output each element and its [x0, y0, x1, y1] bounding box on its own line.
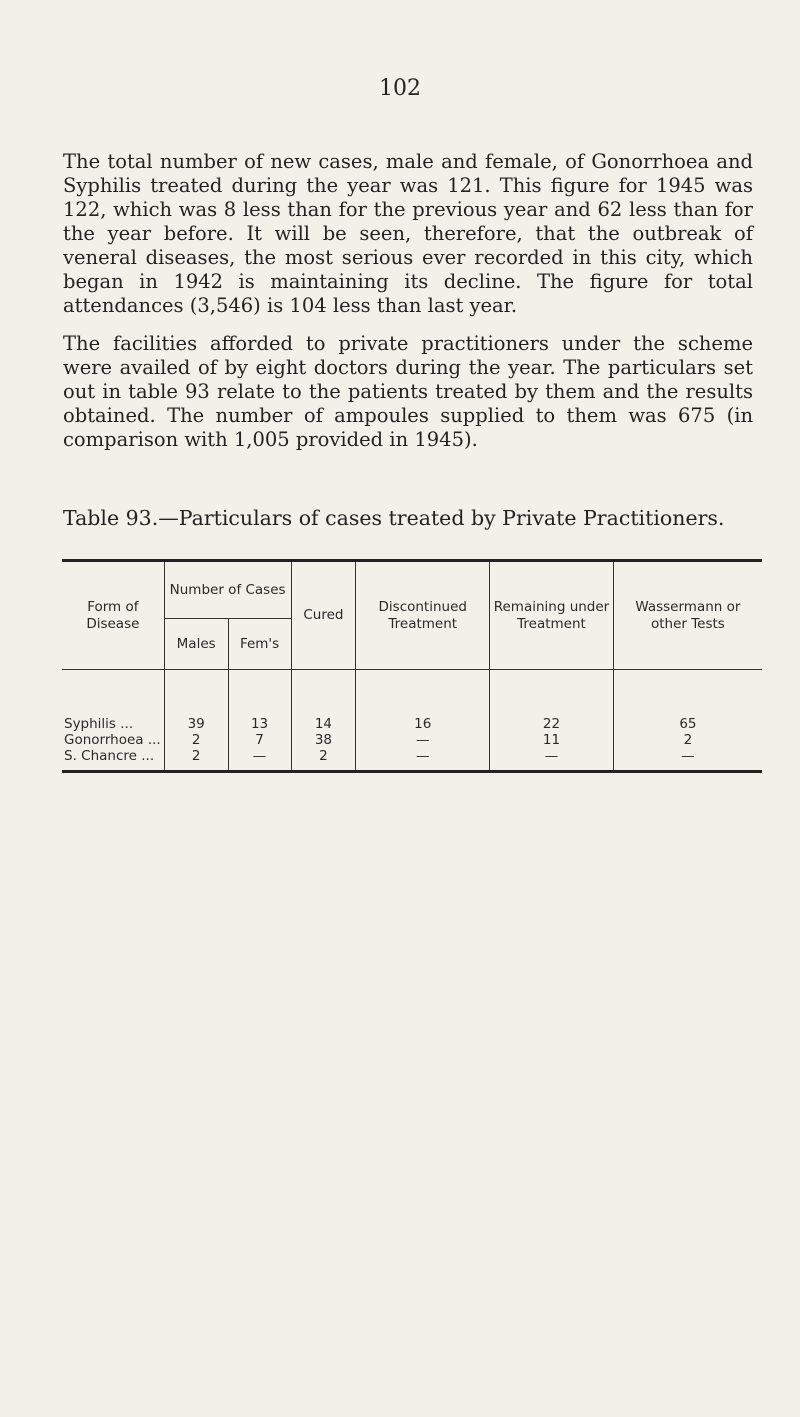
header-remaining-under-treatment: Remaining under Treatment — [490, 561, 614, 670]
header-form-of-disease: Form of Disease — [62, 561, 164, 670]
page-number: 102 — [379, 76, 421, 101]
header-wassermann-tests: Wassermann or other Tests — [613, 561, 762, 670]
header-females: Fem's — [228, 619, 291, 670]
cell-discontinued: — — [356, 748, 490, 772]
cell-disease: S. Chancre ... — [64, 748, 155, 764]
paragraph-private-practitioners: The facilities afforded to private practitioners under the scheme were availed of by eight doctors during the year. The particulars set out in table 93 relate to the patients treated by them and the results obtained. The number of ampoules supplied to them was 675 (in comparison with 1,005 provided in 1945). — [63, 331, 753, 451]
cell-remaining: — — [490, 748, 614, 772]
cell-cured: 14 — [291, 670, 356, 733]
cell-females: 13 — [228, 670, 291, 733]
cell-disease: Syphilis ... — [64, 716, 134, 732]
table-row — [62, 670, 762, 733]
header-number-of-cases: Number of Cases — [164, 561, 291, 619]
header-cured: Cured — [291, 561, 356, 670]
table-row — [62, 732, 762, 748]
cell-tests: — — [613, 748, 762, 772]
cases-table-container — [62, 559, 762, 773]
cell-cured: 38 — [291, 732, 356, 748]
cell-males: 2 — [164, 732, 228, 748]
cell-discontinued: 16 — [356, 670, 490, 733]
cell-females: 7 — [228, 732, 291, 748]
header-discontinued-treatment: Discontinued Treatment — [356, 561, 490, 670]
cell-females: — — [228, 748, 291, 772]
paragraph-attendance-summary: The total number of new cases, male and female, of Gonorrhoea and Syphilis treated during the year was 121. This figure for 1945 was 122, which was 8 less than for the previous year and 62 less than for the year before. It will be seen, therefore, that the outbreak of veneral diseases, the most serious ever recorded in this city, which began in 1942 is maintaining its decline. The figure for total attendances (3,546) is 104 less than last year. — [63, 149, 753, 317]
cell-remaining: 22 — [490, 670, 614, 733]
cell-disease: Gonorrhoea ... — [64, 732, 161, 748]
cell-cured: 2 — [291, 748, 356, 772]
header-males: Males — [164, 619, 228, 670]
cell-tests: 65 — [613, 670, 762, 733]
table-caption: Table 93.—Particulars of cases treated by Private Practitioners. — [63, 506, 725, 530]
cell-remaining: 11 — [490, 732, 614, 748]
cell-males: 2 — [164, 748, 228, 772]
cases-table — [62, 559, 762, 773]
table-row — [62, 748, 762, 772]
cell-males: 39 — [164, 670, 228, 733]
cell-discontinued: — — [356, 732, 490, 748]
cell-tests: 2 — [613, 732, 762, 748]
